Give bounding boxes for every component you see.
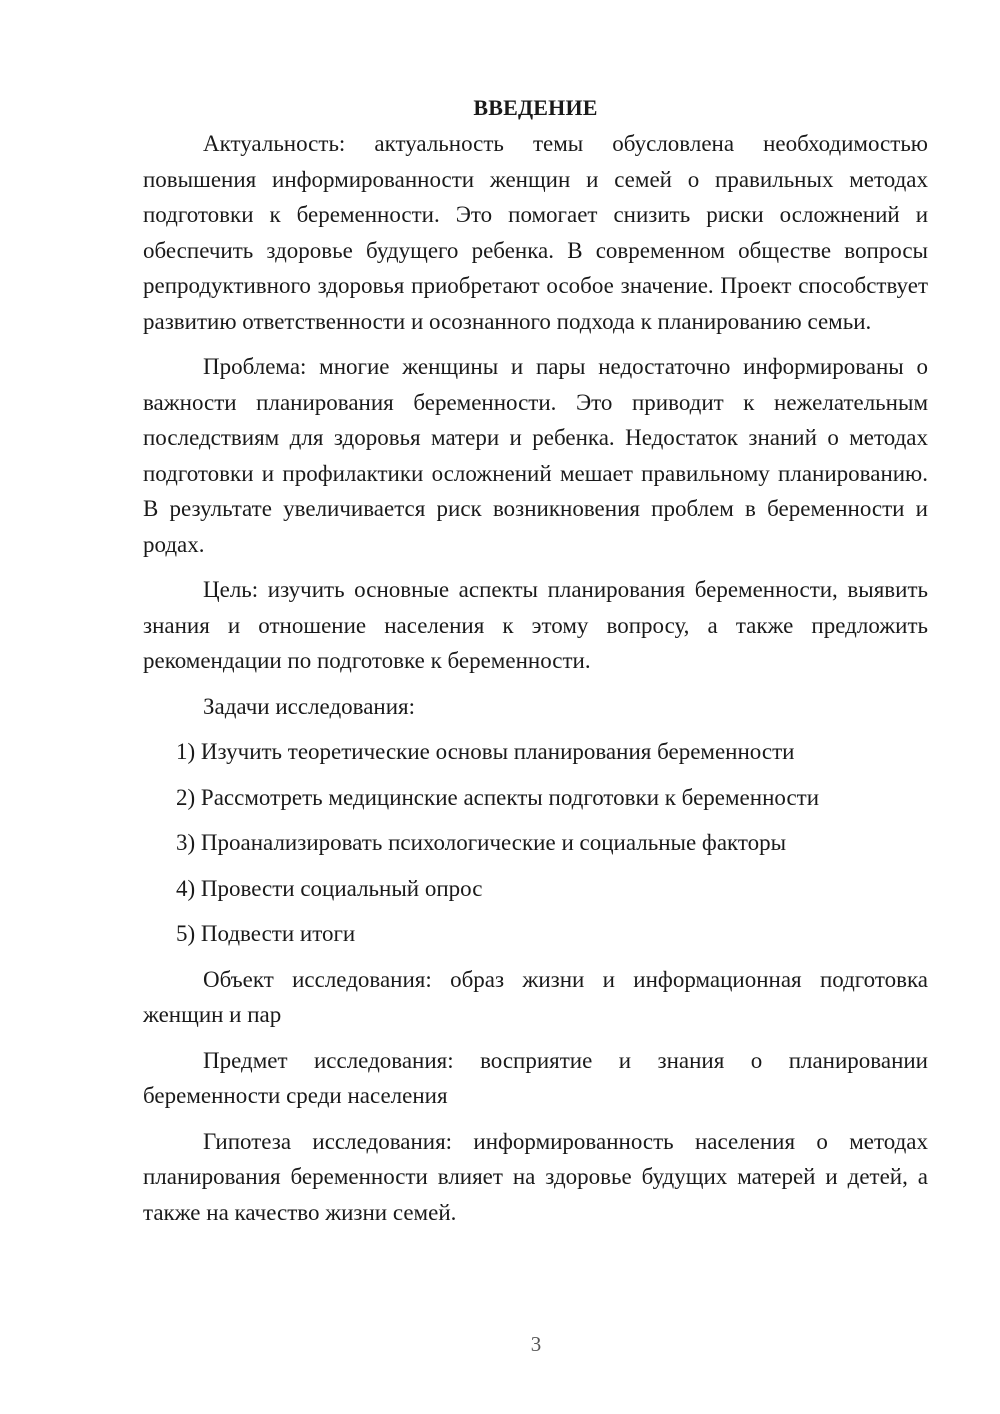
tasks-title: Задачи исследования: (203, 693, 416, 719)
tasks-list (143, 734, 928, 952)
goal-paragraph: Цель: изучить основные аспекты планирования беременности, выявить знания и отношение населения к этому вопросу, а также предложить рекомендации по подготовке к беременности. (143, 577, 928, 673)
subject-paragraph: Предмет исследования: восприятие и знания о планировании беременности среди населения (143, 1047, 928, 1108)
task-item-5: 5) Подвести итоги (176, 921, 356, 946)
hypothesis-paragraph: Гипотеза исследования: информированность населения о методах планирования беременности влияет на здоровье будущих матерей и детей, а также на качество жизни семей. (143, 1128, 928, 1225)
task-item-2: 2) Рассмотреть медицинские аспекты подготовки к беременности (176, 784, 820, 810)
task-item-1: 1) Изучить теоретические основы планирования беременности (176, 739, 795, 764)
page-number: 3 (530, 1332, 542, 1356)
object-paragraph: Объект исследования: образ жизни и информационная подготовка женщин и пар (143, 966, 928, 1027)
task-item-4: 4) Провести социальный опрос (176, 875, 483, 901)
page-content (143, 90, 928, 1240)
relevance-paragraph: Актуальность: актуальность темы обусловлена необходимостью повышения информированности женщин и семей о правильных методах подготовки к беременности. Это помогает снизить риски осложнений и обеспечить здоровье будущего ребенка. В современном обществе вопросы репродуктивного здоровья приобретают особое значение. Проект способствует развитию ответственности и осознанного подхода к планированию семьи. (143, 131, 928, 334)
section-heading: ВВЕДЕНИЕ (473, 95, 598, 120)
task-item-3: 3) Проанализировать психологические и социальные факторы (176, 830, 787, 855)
problem-paragraph: Проблема: многие женщины и пары недостаточно информированы о важности планирования беременности. Это приводит к нежелательным последствиям для здоровья матери и ребенка. Недостаток знаний о методах подготовки и профилактики осложнений мешает правильному планированию. В результате увеличивается риск возникновения проблем в беременности и родах. (143, 354, 928, 557)
